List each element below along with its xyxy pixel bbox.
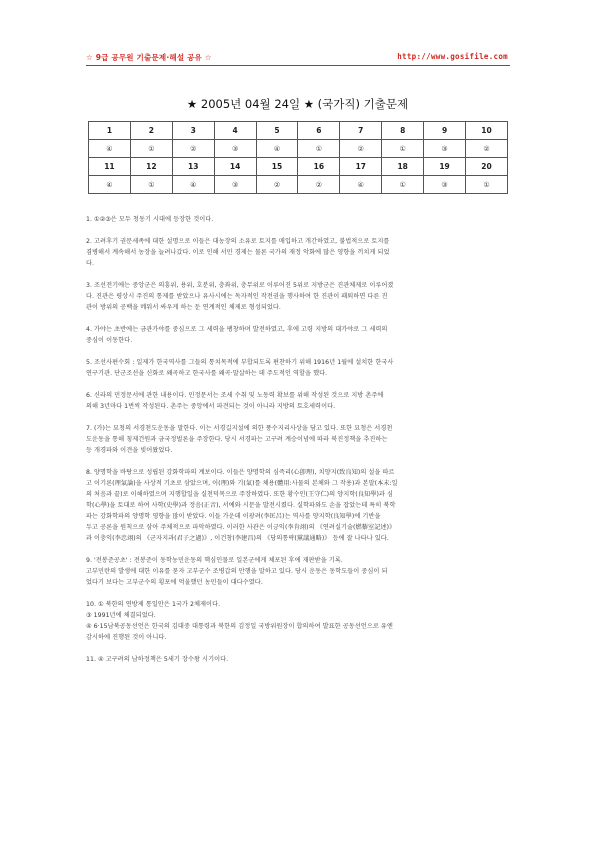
answer-cell: ④ — [89, 140, 131, 158]
answer-cell: ③ — [214, 176, 256, 194]
question-number-cell: 4 — [214, 122, 256, 140]
explanation-line: 10. ① 북한의 연방제 통일안은 1국가 2체제이다. — [86, 601, 221, 608]
question-number-cell: 7 — [340, 122, 382, 140]
explanation-line: 의 처음과 끝)로 이해하였으며 지행합일을 실천덕목으로 주장하였다. 또한 황수인(王守仁)의 양지학(良知學)과 심 — [86, 491, 393, 498]
answer-cell: ② — [256, 176, 298, 194]
explanation-paragraph — [86, 236, 510, 269]
answer-cell: ④ — [89, 176, 131, 194]
answer-row — [89, 176, 508, 194]
answer-cell: ④ — [340, 176, 382, 194]
question-number-cell: 5 — [256, 122, 298, 140]
explanation-line: 2. 고려후기 권문세족에 대한 설명으로 이들은 대농장의 소유로 토지를 매입하고 개간하였고, 불법적으로 토지를 — [86, 238, 390, 245]
question-number-cell: 12 — [130, 158, 172, 176]
answer-cell: ② — [466, 140, 508, 158]
explanation-line: 3. 조선전기에는 중앙군은 의흥위, 용위, 호분위, 충좌위, 충무위로 이루어진 5위로 지방군은 진관체제로 이루어졌 — [86, 282, 394, 289]
explanation-line: 1. ①②③은 모두 청동기 시대에 등장한 것이다. — [86, 216, 214, 223]
question-number-cell: 10 — [466, 122, 508, 140]
explanation-line: 다. — [86, 260, 95, 267]
answer-cell: ③ — [214, 140, 256, 158]
explanation-line: 의해 3년마다 1번씩 작성된다. 촌주는 중앙에서 파견되는 것이 아니라 지방의 토호세력이다. — [86, 403, 336, 410]
explanation-line: 8. 양명학을 바탕으로 성립된 강화학파의 계보이다. 이들은 양명학의 심즉리(心卽理), 치양지(致良知)의 설을 따르 — [86, 469, 395, 476]
explanation-paragraph — [86, 280, 510, 313]
answer-cell: ① — [466, 176, 508, 194]
question-number-cell: 9 — [424, 122, 466, 140]
answer-cell: ① — [130, 176, 172, 194]
explanation-paragraph — [86, 467, 510, 544]
answer-cell: ② — [340, 140, 382, 158]
explanation-line: ④ 6·15남북공동선언은 한국의 김대중 대통령과 북한의 김정일 국방위원장이 합의하여 발표한 공동선언으로 유엔 — [86, 623, 393, 630]
answer-cell: ① — [382, 176, 424, 194]
question-number-cell: 16 — [298, 158, 340, 176]
explanation-paragraph — [86, 357, 510, 379]
question-number-cell: 6 — [298, 122, 340, 140]
question-number-cell: 14 — [214, 158, 256, 176]
explanation-paragraph — [86, 555, 510, 588]
explanation-line: 감시하에 진행된 것이 아니다. — [86, 634, 167, 641]
explanation-line: 두고 공론을 원칙으로 삼아 주체적으로 파악하였다. 이러한 사관은 이긍익(李肯翊)의 《연려실기술(燃藜室記述)》 — [86, 524, 396, 531]
explanation-line: 고부민란의 발생에 대한 이유를 묻자 고부군수 조병갑의 만행을 말하고 있다. 당시 운동은 동학도들이 중심이 되 — [86, 568, 388, 575]
explanation-paragraph — [86, 214, 510, 225]
explanation-paragraph — [86, 324, 510, 346]
explanation-line: 7. (가)는 묘청의 서경천도운동을 말한다. 이는 서경길지설에 의한 풍수지리사상을 담고 있다. 또한 묘청은 서경천 — [86, 425, 393, 432]
header-divider — [86, 65, 510, 66]
answer-row — [89, 140, 508, 158]
explanation-line: 겸병해서 계속해서 농장을 늘려나갔다. 이로 인해 서민 경제는 물론 국가의 재정 악화에 많은 영향을 끼치게 되었 — [86, 249, 390, 256]
answer-cell: ① — [298, 140, 340, 158]
explanation-line: 5. 조선사편수회 : 일제가 한국역사를 그들의 통치목적에 부합되도록 편찬하기 위해 1916년 1월에 설치한 한국사 — [86, 359, 394, 366]
explanation-line: 과 이충익(李忠翊)의 《군자지과(君子之過)》, 이건창(李建昌)의 《당의통략(黨議通略)》 등에 잘 나타나 있다. — [86, 535, 389, 542]
question-number-cell: 8 — [382, 122, 424, 140]
explanation-paragraph — [86, 654, 510, 665]
question-number-cell: 1 — [89, 122, 131, 140]
explanation-line: 파는 강화학파의 양명학 영향을 많이 받았다. 이들 가운데 이광려(李匡呂)는 역사를 양지학(良知學)에 기반을 — [86, 513, 381, 520]
explanation-paragraph — [86, 390, 510, 412]
explanation-line: 중심이 이동한다. — [86, 337, 133, 344]
explanation-paragraph — [86, 423, 510, 456]
explanation-line: ③ 1991년에 체결되었다. — [86, 612, 156, 619]
explanation-line: 도운동을 통해 칭제건원과 금국정벌론을 주장한다. 당시 서경파는 고구려 계승이념에 따라 북진정책을 추진하는 — [86, 436, 388, 443]
question-number-cell: 19 — [424, 158, 466, 176]
explanation-line: 등 개경파와 이견을 빚어왔었다. — [86, 447, 173, 454]
explanation-line: 6. 신라의 민정문서에 관한 내용이다. 민정문서는 조세 수취 및 노동력 확보를 위해 작성된 것으로 지방 촌주에 — [86, 392, 384, 399]
question-number-row — [89, 122, 508, 140]
answer-cell: ② — [172, 140, 214, 158]
answer-cell: ④ — [256, 140, 298, 158]
answer-key-table — [88, 121, 508, 194]
page-title: ★ 2005년 04월 24일 ★ (국가직) 기출문제 — [186, 97, 409, 111]
answer-cell: ④ — [172, 176, 214, 194]
question-number-cell: 13 — [172, 158, 214, 176]
question-number-cell: 17 — [340, 158, 382, 176]
explanation-line: 연구기관. 단군조선을 신화로 왜곡하고 한국사를 왜곡·말살하는 데 주도적인 역할을 했다. — [86, 370, 328, 377]
question-number-cell: 20 — [466, 158, 508, 176]
answer-cell: ③ — [424, 140, 466, 158]
explanation-line: 학(心學)을 토대로 하여 사학(史學)과 정음(正音), 서예와 시문을 발전시켰다. 실학파와도 손을 잡았는데 특히 북학 — [86, 502, 396, 509]
explanation-line: 4. 가야는 초반에는 금관가야를 중심으로 그 세력을 팽창하며 발전하였고, 후에 고령 지방의 대가야로 그 세력의 — [86, 326, 388, 333]
answer-cell: ① — [130, 140, 172, 158]
explanation-body — [86, 214, 510, 676]
question-number-cell: 11 — [89, 158, 131, 176]
explanation-line: 었다기 보다는 고부군수의 횡포에 억울했던 농민들이 대다수였다. — [86, 579, 263, 586]
explanation-line: 11. ④ 고구려의 남하정책은 5세기 장수왕 시기이다. — [86, 656, 229, 663]
question-number-row — [89, 158, 508, 176]
question-number-cell: 2 — [130, 122, 172, 140]
question-number-cell: 15 — [256, 158, 298, 176]
question-number-cell: 18 — [382, 158, 424, 176]
explanation-paragraph — [86, 599, 510, 643]
explanation-line: 관이 방위의 공백을 메워서 싸우게 하는 둔 연계적인 체제로 형성되었다. — [86, 304, 281, 311]
answer-cell: ② — [298, 176, 340, 194]
answer-cell: ① — [382, 140, 424, 158]
explanation-line: 고 이기론(理氣論)을 사상적 기초로 삼았으며, 이(理)와 기(氣)를 체용(體用:사물의 본체와 그 작용)과 본말(本末:일 — [86, 480, 398, 487]
answer-cell: ③ — [424, 176, 466, 194]
question-number-cell: 3 — [172, 122, 214, 140]
header-site-label: ☆ 9급 공무원 기출문제·해설 공유 ☆ — [86, 53, 212, 62]
explanation-line: 다. 진관은 평상시 주진의 통제를 받았으나 유사시에는 독자적인 작전권을 행사하여 한 진관이 패퇴하면 다른 진 — [86, 293, 388, 300]
explanation-line: 9. '전봉준공초' : 전봉준이 동학농민운동의 핵심인물로 일본군에게 체포된 후에 재판받을 기록. — [86, 557, 343, 564]
header-url-link[interactable]: http://www.gosifile.com — [397, 52, 508, 61]
